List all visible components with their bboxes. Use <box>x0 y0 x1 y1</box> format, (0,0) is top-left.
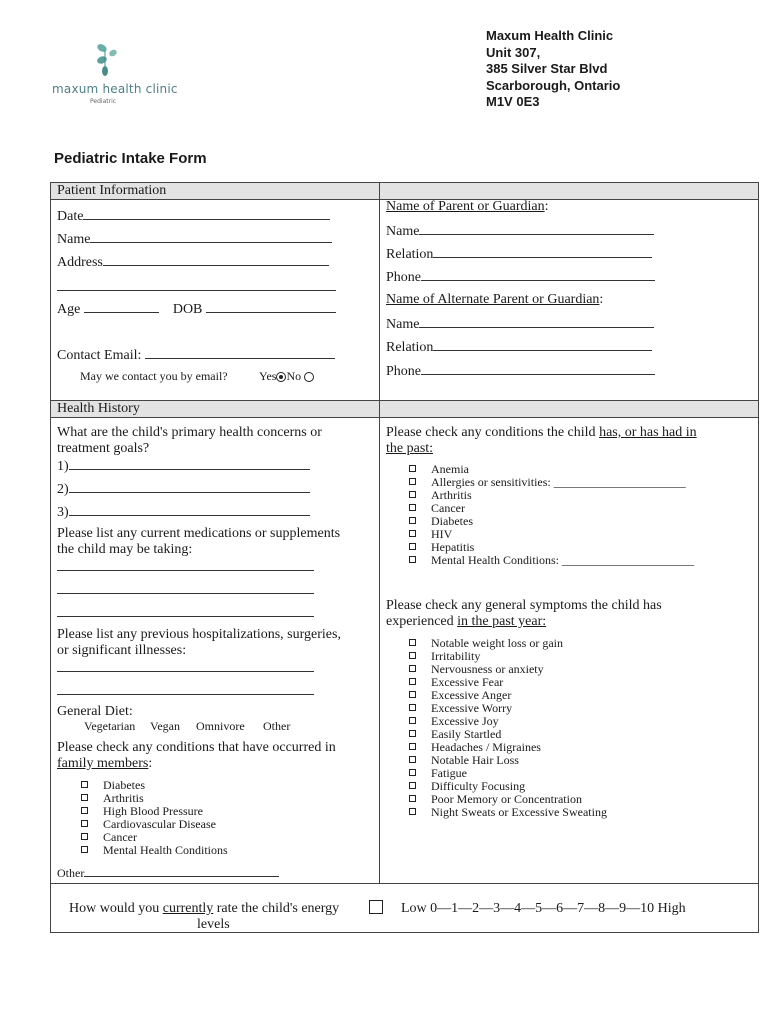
checkbox-icon[interactable] <box>409 782 416 789</box>
address-line-2: 385 Silver Star Blvd <box>486 61 608 76</box>
email-consent <box>259 370 314 383</box>
symptom-label: Difficulty Focusing <box>431 779 526 793</box>
diet-label: General Diet: <box>57 704 133 719</box>
past-question-1a: Please check any conditions the child <box>386 425 600 440</box>
symptom-item[interactable] <box>409 806 607 819</box>
logo-text: maxum health clinic <box>52 82 178 96</box>
past-condition-label: Diabetes <box>431 514 473 528</box>
checkbox-icon[interactable] <box>409 530 416 537</box>
symptoms-list <box>409 637 607 819</box>
family-conditions-list <box>81 779 228 857</box>
alt-guardian-phone-label: Phone <box>386 364 421 379</box>
past-question-1 <box>386 425 697 441</box>
hosp-question-1: Please list any previous hospitalizations, surgeries, <box>57 627 341 642</box>
family-question-2-text: family members <box>57 756 149 771</box>
checkbox-icon[interactable] <box>409 717 416 724</box>
symptom-label: Headaches / Migraines <box>431 740 541 754</box>
symptom-label: Notable Hair Loss <box>431 753 519 767</box>
symptom-label: Easily Startled <box>431 727 502 741</box>
family-condition-label: Arthritis <box>103 791 144 805</box>
health-history-header-right <box>380 401 758 418</box>
date-label: Date <box>57 209 84 224</box>
clinic-name: Maxum Health Clinic <box>486 28 614 43</box>
family-condition-label: Mental Health Conditions <box>103 843 228 857</box>
meds-line-1[interactable] <box>57 570 314 571</box>
hosp-question-2: or significant illnesses: <box>57 643 187 658</box>
symptom-label: Night Sweats or Excessive Sweating <box>431 805 607 819</box>
past-condition-label: Arthritis <box>431 488 472 502</box>
symptom-label: Notable weight loss or gain <box>431 636 563 650</box>
energy-checkbox[interactable] <box>369 900 383 914</box>
address-line-1: Unit 307, <box>486 44 541 60</box>
concern-1-label: 1) <box>57 459 69 474</box>
no-radio[interactable] <box>304 372 314 382</box>
symptoms-question-2 <box>386 614 546 630</box>
checkbox-icon[interactable] <box>409 504 416 511</box>
diet-option-omnivore[interactable]: Omnivore <box>196 719 245 733</box>
symptoms-question-2a: experienced <box>386 614 458 629</box>
family-condition-label: Diabetes <box>103 778 145 792</box>
yes-label: Yes <box>259 369 277 383</box>
age-label: Age <box>57 302 81 317</box>
patient-info-header: Patient Information <box>51 183 380 200</box>
checkbox-icon[interactable] <box>409 756 416 763</box>
leaf-icon <box>88 40 128 82</box>
guardian-relation-field[interactable] <box>386 245 652 263</box>
alt-guardian-phone-field[interactable] <box>386 362 655 380</box>
concern-3-field[interactable] <box>57 503 310 521</box>
symptom-label: Nervousness or anxiety <box>431 662 544 676</box>
past-condition-label: HIV <box>431 527 453 541</box>
family-condition-label: Cancer <box>103 830 137 844</box>
checkbox-icon[interactable] <box>409 465 416 472</box>
yes-radio[interactable] <box>276 372 286 382</box>
energy-question <box>69 901 339 917</box>
other-label: Other <box>57 866 85 880</box>
checkbox-icon[interactable] <box>409 543 416 550</box>
family-question-2-end: : <box>148 756 153 771</box>
checkbox-icon[interactable] <box>409 652 416 659</box>
diet-option-vegetarian[interactable]: Vegetarian <box>84 719 136 733</box>
past-conditions-list <box>409 463 694 567</box>
checkbox-icon[interactable] <box>409 665 416 672</box>
checkbox-icon[interactable] <box>409 691 416 698</box>
concerns-question-1: What are the child's primary health concerns or <box>57 425 322 440</box>
checkbox-icon[interactable] <box>81 833 88 840</box>
symptom-label: Excessive Anger <box>431 688 512 702</box>
past-condition-label: Cancer <box>431 501 465 515</box>
past-condition-label: Anemia <box>431 462 469 476</box>
alt-guardian-relation-label: Relation <box>386 340 434 355</box>
health-history-header: Health History <box>51 401 380 418</box>
family-condition-label: High Blood Pressure <box>103 804 203 818</box>
past-condition-label: Mental Health Conditions: ______________________ <box>431 553 694 567</box>
symptom-label: Excessive Fear <box>431 675 504 689</box>
date-field[interactable] <box>57 207 330 225</box>
guardian-name-field[interactable] <box>386 222 654 240</box>
energy-divider <box>51 883 758 884</box>
checkbox-icon[interactable] <box>409 491 416 498</box>
symptoms-question-1: Please check any general symptoms the child has <box>386 598 662 613</box>
checkbox-icon[interactable] <box>409 808 416 815</box>
guardian-name-label: Name <box>386 224 420 239</box>
guardian-title: Name of Parent or Guardian: <box>386 199 549 214</box>
alt-guardian-name-label: Name <box>386 317 420 332</box>
name-field[interactable] <box>57 230 332 248</box>
concern-1-field[interactable] <box>57 457 310 475</box>
family-question-2 <box>57 756 152 772</box>
address-line-2-field[interactable] <box>57 290 336 291</box>
concern-3-label: 3) <box>57 505 69 520</box>
energy-scale[interactable]: Low 0—1—2—3—4—5—6—7—8—9—10 High <box>401 901 686 916</box>
family-condition-item[interactable] <box>81 844 228 857</box>
checkbox-icon[interactable] <box>409 556 416 563</box>
clinic-address <box>486 28 620 111</box>
clinic-logo <box>50 40 178 110</box>
checkbox-icon[interactable] <box>81 781 88 788</box>
checkbox-icon[interactable] <box>81 846 88 853</box>
alt-guardian-name-field[interactable] <box>386 315 654 333</box>
past-condition-item[interactable] <box>409 554 694 567</box>
other-field[interactable] <box>57 864 279 880</box>
checkbox-icon[interactable] <box>81 807 88 814</box>
address-line-3: Scarborough, Ontario <box>486 77 621 93</box>
symptom-label: Excessive Joy <box>431 714 499 728</box>
energy-q-b: currently <box>162 901 214 916</box>
address-line-4: M1V 0E3 <box>486 94 540 109</box>
checkbox-icon[interactable] <box>409 769 416 776</box>
concern-2-field[interactable] <box>57 480 310 498</box>
name-label: Name <box>57 232 91 247</box>
symptom-label: Poor Memory or Concentration <box>431 792 582 806</box>
checkbox-icon[interactable] <box>409 517 416 524</box>
logo-tagline: Pediatric <box>90 98 117 105</box>
concern-2-label: 2) <box>57 482 69 497</box>
guardian-phone-label: Phone <box>386 270 421 285</box>
past-condition-label: Allergies or sensitivities: ______________________ <box>431 475 686 489</box>
dob-label: DOB <box>172 302 203 317</box>
guardian-relation-label: Relation <box>386 247 434 262</box>
checkbox-icon[interactable] <box>409 478 416 485</box>
energy-q-a: How would you <box>69 901 163 916</box>
family-condition-label: Cardiovascular Disease <box>103 817 216 831</box>
checkbox-icon[interactable] <box>409 743 416 750</box>
guardian-title-text: Name of Parent or Guardian <box>386 199 545 214</box>
symptom-label: Fatigue <box>431 766 467 780</box>
past-question-1b: has, or has had in <box>599 425 697 440</box>
checkbox-icon[interactable] <box>409 678 416 685</box>
email-label: Contact Email: <box>57 348 142 363</box>
checkbox-icon[interactable] <box>81 820 88 827</box>
energy-q-c: rate the child's energy <box>213 901 340 916</box>
address-label: Address <box>57 255 103 270</box>
concerns-question-2: treatment goals? <box>57 441 150 456</box>
symptom-label: Excessive Worry <box>431 701 513 715</box>
alt-guardian-relation-field[interactable] <box>386 338 652 356</box>
no-label: No <box>286 369 302 383</box>
diet-option-vegan[interactable]: Vegan <box>150 719 180 733</box>
symptoms-question-2b: in the past year: <box>457 614 547 629</box>
alt-guardian-title-text: Name of Alternate Parent or Guardian <box>386 292 600 307</box>
family-question-1: Please check any conditions that have occurred in <box>57 740 336 755</box>
column-divider <box>379 183 380 883</box>
guardian-phone-field[interactable] <box>386 268 655 286</box>
diet-option-other[interactable]: Other <box>263 719 291 733</box>
checkbox-icon[interactable] <box>409 730 416 737</box>
email-question: May we contact you by email? <box>80 369 228 383</box>
form-title: Pediatric Intake Form <box>54 150 207 167</box>
past-question-2: the past: <box>386 441 434 456</box>
alt-guardian-title: Name of Alternate Parent or Guardian: <box>386 292 604 307</box>
email-field[interactable] <box>57 346 335 364</box>
energy-question-levels: levels <box>197 917 230 932</box>
past-condition-label: Hepatitis <box>431 540 475 554</box>
meds-question-1: Please list any current medications or supplements <box>57 526 341 541</box>
patient-info-header-right <box>380 183 758 200</box>
age-field[interactable] <box>57 300 336 318</box>
meds-line-2[interactable] <box>57 593 314 594</box>
checkbox-icon[interactable] <box>81 794 88 801</box>
symptom-label: Irritability <box>431 649 481 663</box>
meds-question-2: the child may be taking: <box>57 542 193 557</box>
meds-line-3[interactable] <box>57 616 314 617</box>
hosp-line-2[interactable] <box>57 694 314 695</box>
checkbox-icon[interactable] <box>409 639 416 646</box>
hosp-line-1[interactable] <box>57 671 314 672</box>
checkbox-icon[interactable] <box>409 795 416 802</box>
address-field[interactable] <box>57 253 329 271</box>
checkbox-icon[interactable] <box>409 704 416 711</box>
